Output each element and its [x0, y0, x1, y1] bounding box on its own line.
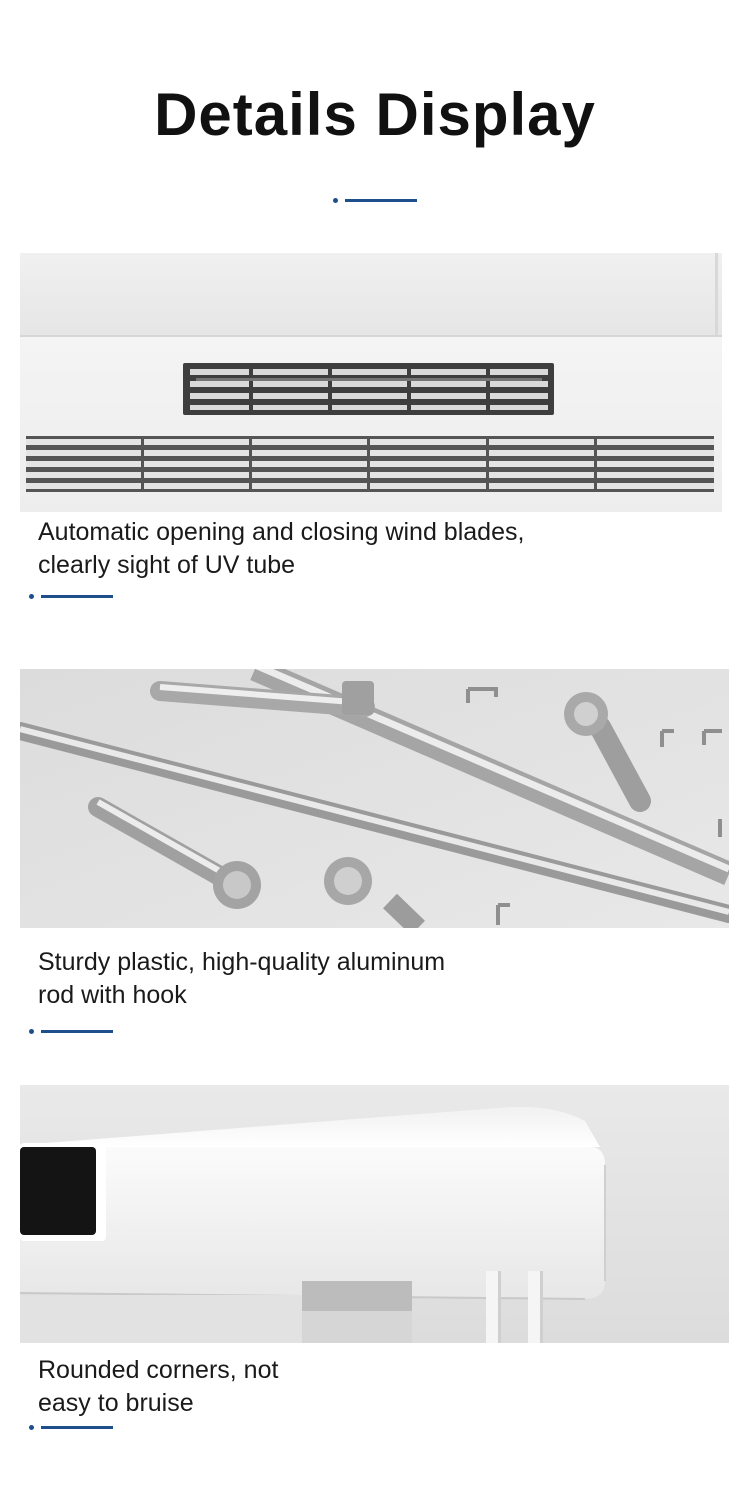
divider-dot — [29, 594, 34, 599]
caption-line: rod with hook — [38, 981, 187, 1009]
aluminum-rods-photo — [20, 669, 729, 928]
vent-grille-illustration — [20, 253, 722, 512]
page-title: Details Display — [154, 81, 596, 148]
divider-dot — [29, 1425, 34, 1430]
rounded-corner-photo — [20, 1085, 729, 1343]
divider-line — [41, 1030, 113, 1033]
caption-line: Automatic opening and closing wind blades, — [38, 518, 525, 546]
section-1-caption — [38, 516, 698, 582]
divider-line — [345, 199, 417, 202]
rounded-corner-illustration — [20, 1085, 729, 1343]
divider-dot — [29, 1029, 34, 1034]
divider-line — [41, 595, 113, 598]
caption-line: clearly sight of UV tube — [38, 551, 296, 579]
vent-grille-photo — [20, 253, 722, 512]
caption-line: Sturdy plastic, high-quality aluminum — [38, 948, 446, 976]
section-3-caption — [38, 1354, 698, 1420]
caption-line: easy to bruise — [38, 1389, 194, 1417]
caption-line: Rounded corners, not — [38, 1356, 279, 1384]
rods-illustration — [20, 669, 729, 928]
section-2-caption — [38, 946, 698, 1012]
divider-dot — [333, 198, 338, 203]
divider-line — [41, 1426, 113, 1429]
